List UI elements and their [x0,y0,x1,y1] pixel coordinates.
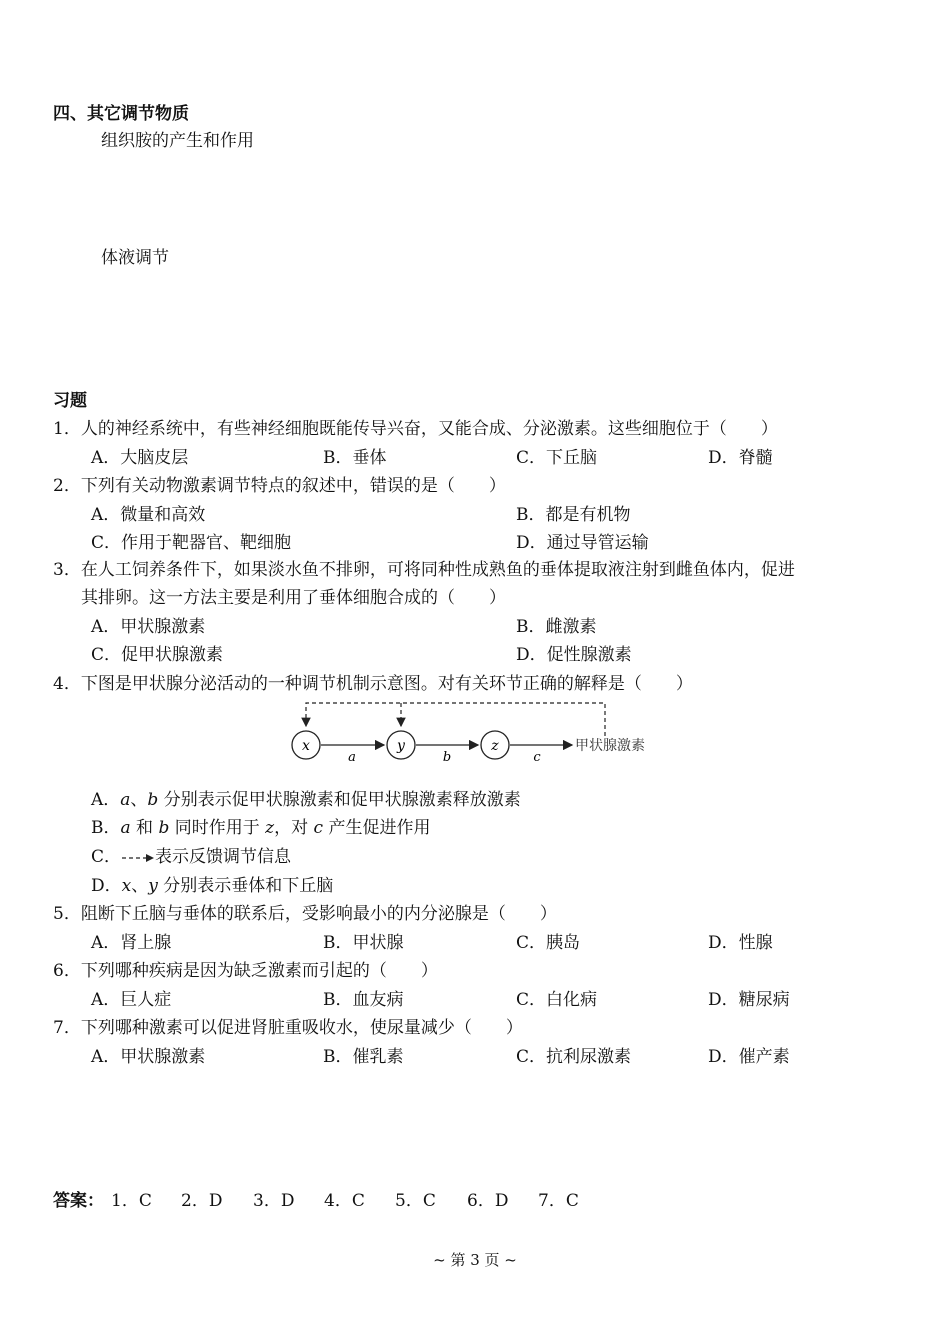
q7-option-c: C．抗利尿激素 [516,1047,632,1067]
thyroid-regulation-diagram [285,698,665,770]
q5-option-c: C．胰岛 [516,933,581,953]
q4-option-c: C． 表示反馈调节信息 [91,847,292,867]
q7-option-d: D．催产素 [708,1047,790,1067]
q2-option-a: A．微量和高效 [91,505,206,525]
question-5: 5．阻断下丘脑与垂体的联系后，受影响最小的内分泌腺是（ ） [53,904,557,924]
q3-option-c: C．促甲状腺激素 [91,645,224,665]
output-thyroid-hormone: 甲状腺激素 [575,738,645,754]
q4-option-a: A．a、b 分别表示促甲状腺激素和促甲状腺激素释放激素 [91,790,521,810]
q5-option-b: B．甲状腺 [323,933,404,953]
question-6: 6．下列哪种疾病是因为缺乏激素而引起的（ ） [53,961,438,981]
arrow-a-label: a [348,750,356,765]
q5-option-d: D．性腺 [708,933,773,953]
q7-option-a: A．甲状腺激素 [91,1047,206,1067]
answer-6: 6．D [467,1191,509,1211]
q1-option-c: C．下丘脑 [516,448,598,468]
node-x-label: x [302,738,310,754]
q3-option-a: A．甲状腺激素 [91,617,206,637]
feedback-dashed-lines [306,703,605,736]
answers-label: 答案： [53,1191,104,1211]
answer-2: 2．D [181,1191,223,1211]
node-z-label: z [491,738,499,754]
q7-option-b: B．催乳素 [323,1047,404,1067]
arrow-c-label: c [533,750,541,765]
q2-option-b: B．都是有机物 [516,505,631,525]
question-3-line2: 其排卵。这一方法主要是利用了垂体细胞合成的（ ） [81,588,506,608]
q3-option-d: D．促性腺激素 [516,645,632,665]
node-y-label: y [397,738,405,754]
q1-option-a: A．大脑皮层 [91,448,189,468]
q6-option-c: C．白化病 [516,990,598,1010]
q2-option-c: C．作用于靶器官、靶细胞 [91,533,292,553]
exercises-heading: 习题 [53,391,87,411]
q5-option-a: A．肾上腺 [91,933,172,953]
answer-1: 1．C [111,1191,152,1211]
answer-3: 3．D [253,1191,295,1211]
q6-option-b: B．血友病 [323,990,404,1010]
q6-option-d: D．糖尿病 [708,990,790,1010]
answer-7: 7．C [538,1191,579,1211]
section-heading: 四、其它调节物质 [53,104,189,124]
q1-option-d: D．脊髓 [708,448,773,468]
page-number: ~ 第 3 页 ~ [433,1251,517,1269]
answer-4: 4．C [324,1191,365,1211]
question-2: 2．下列有关动物激素调节特点的叙述中，错误的是（ ） [53,476,506,496]
arrow-b-label: b [442,750,452,765]
answer-5: 5．C [395,1191,436,1211]
question-1: 1．人的神经系统中，有些神经细胞既能传导兴奋，又能合成、分泌激素。这些细胞位于（ ） [53,419,778,439]
answers-line [53,1186,104,1211]
question-4: 4．下图是甲状腺分泌活动的一种调节机制示意图。对有关环节正确的解释是（ ） [53,674,693,694]
q4-option-d: D．x、y 分别表示垂体和下丘脑 [91,876,334,896]
question-3-line1: 3．在人工饲养条件下，如果淡水鱼不排卵，可将同种性成熟鱼的垂体提取液注射到雌鱼体内，促进 [53,560,795,580]
q1-option-b: B．垂体 [323,448,387,468]
q6-option-a: A．巨人症 [91,990,172,1010]
subheading-humoral: 体液调节 [101,248,169,268]
dashed-arrow-icon [121,852,155,864]
subheading-histamine: 组织胺的产生和作用 [101,131,254,151]
q4-option-b: B．a 和 b 同时作用于 z，对 c 产生促进作用 [91,818,431,838]
q2-option-d: D．通过导管运输 [516,533,649,553]
q3-option-b: B．雌激素 [516,617,597,637]
question-7: 7．下列哪种激素可以促进肾脏重吸收水，使尿量减少（ ） [53,1018,523,1038]
